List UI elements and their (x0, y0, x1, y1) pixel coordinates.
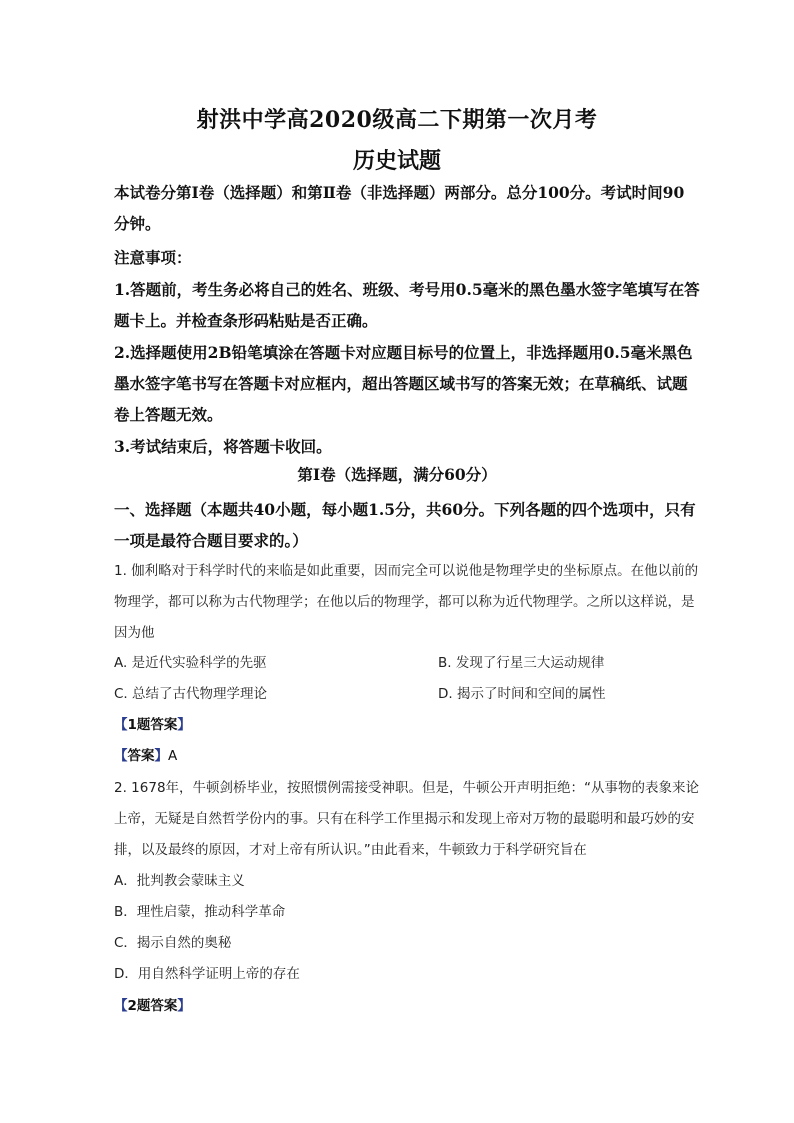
question-1-answer-value: A (168, 748, 178, 764)
intro-line-1: 本试卷分第Ⅰ卷（选择题）和第Ⅱ卷（非选择题）两部分。总分100分。考试时间90 (114, 183, 685, 202)
question-1-answer-label: 答案 (127, 748, 155, 764)
question-1-answer-tag-text: 1题答案 (127, 717, 178, 733)
bracket-close: 】 (154, 748, 168, 764)
note-item-3: 3.考试结束后，将答题卡收回。 (114, 437, 332, 456)
question-2-stem: 2. 1678年，牛顿剑桥毕业，按照惯例需接受神职。但是，牛顿公开声明拒绝：“从事物的表象来论上帝，无疑是自然哲学份内的事。只有在科学工作里揭示和发现上帝对万物的最聪明和最巧妙的安排，以及最终的原因，才对上帝有所认识。”由此看来，牛顿致力于科学研究旨在 (114, 780, 700, 858)
question-2-option-d: D．用自然科学证明上帝的存在 (114, 966, 300, 982)
note-item-1: 1.答题前，考生务必将自己的姓名、班级、考号用0.5毫米的黑色墨水签字笔填写在答题卡上。并检查条形码粘贴是否正确。 (114, 280, 700, 330)
question-2-answer-tag-text: 2题答案 (127, 998, 178, 1014)
exam-intro (114, 177, 700, 239)
part-one-instructions: 一、选择题（本题共40小题，每小题1.5分，共60分。下列各题的四个选项中，只有一项是最符合题目要求的。） (114, 500, 696, 550)
bracket-open: 【 (114, 998, 128, 1014)
question-1-answer-tag (114, 710, 191, 741)
exam-title: 射洪中学高2020级高二下期第一次月考 (196, 107, 598, 133)
notes-heading: 注意事项： (114, 248, 192, 267)
question-2-option-a: A．批判教会蒙昧主义 (114, 873, 245, 889)
question-2-option-c: C．揭示自然的奥秘 (114, 935, 232, 951)
question-1-stem: 1. 伽利略对于科学时代的来临是如此重要，因而完全可以说他是物理学史的坐标原点。在他以前的物理学，都可以称为古代物理学；在他以后的物理学，都可以称为近代物理学。之所以这样说，是因为他 (114, 563, 699, 641)
question-1-option-a: A. 是近代实验科学的先驱 (114, 655, 267, 671)
question-1-options-row-2 (114, 679, 700, 710)
question-1-option-b: B. 发现了行星三大运动规律 (438, 655, 605, 671)
bracket-close: 】 (177, 998, 191, 1014)
question-2-option-b: B．理性启蒙，推动科学革命 (114, 904, 286, 920)
bracket-open: 【 (114, 717, 128, 733)
question-1-option-c: C. 总结了古代物理学理论 (114, 686, 268, 702)
intro-line-2: 分钟。 (114, 214, 161, 233)
note-item-2: 2.选择题使用2B铅笔填涂在答题卡对应题目标号的位置上，非选择题用0.5毫米黑色墨水签字笔书写在答题卡对应框内，超出答题区域书写的答案无效；在草稿纸、试题卷上答题无效。 (114, 343, 693, 424)
question-1-option-d: D. 揭示了时间和空间的属性 (438, 686, 606, 702)
section-title: 第Ⅰ卷（选择题，满分60分） (297, 465, 497, 484)
exam-subject: 历史试题 (352, 148, 441, 174)
question-1-options-row-1 (114, 648, 700, 679)
question-1-answer (114, 741, 177, 772)
question-2-answer-tag (114, 991, 191, 1022)
bracket-open: 【 (114, 748, 128, 764)
bracket-close: 】 (177, 717, 191, 733)
